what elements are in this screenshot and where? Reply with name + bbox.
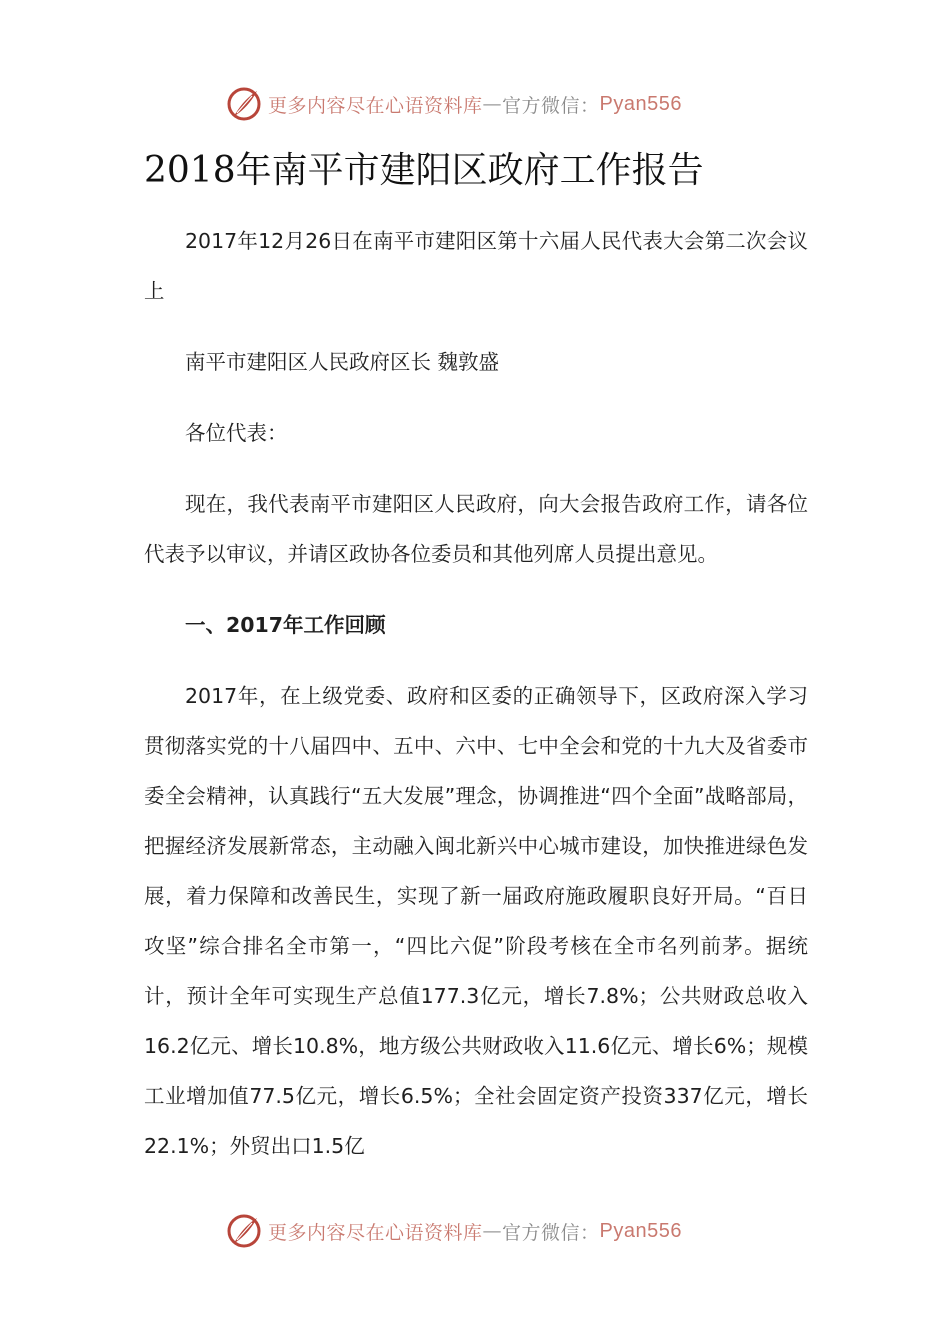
watermark-header [226, 84, 746, 124]
watermark-label: 官方微信： [502, 94, 600, 117]
review-paragraph: 2017年，在上级党委、政府和区委的正确领导下，区政府深入学习贯彻落实党的十八届四中、五中、六中、七中全会和党的十九大及省委市委全会精神，认真践行“五大发展”理念，协调推进“四个全面”战略部局，把握经济发展新常态，主动融入闽北新兴中心城市建设，加快推进绿色发展，着力保障和改善民生，实现了新一届政府施政履职良好开局。“百日攻坚”综合排名全市第一，“四比六促”阶段考核在全市名列前茅。据统计，预计全年可实现生产总值177.3亿元，增长7.8%；公共财政总收入16.2亿元、增长10.8%，地方级公共财政收入11.6亿元、增长6%；规模工业增加值77.5亿元，增长6.5%；全社会固定资产投资337亿元，增长22.1%；外贸出口1.5亿 [144, 684, 808, 1158]
speaker-paragraph: 南平市建阳区人民政府区长 魏敦盛 [185, 350, 500, 374]
watermark-dash: — [482, 93, 503, 115]
watermark-wechat-id: Pyan556 [599, 92, 682, 115]
watermark-label: 官方微信： [502, 1221, 600, 1244]
watermark-dash: — [482, 1220, 503, 1242]
watermark-footer [226, 1211, 746, 1251]
watermark-text: 更多内容尽在心语资料库 [268, 94, 483, 117]
section-heading: 一、2017年工作回顾 [185, 613, 386, 637]
quill-logo-icon [226, 1213, 262, 1249]
intro-paragraph: 现在，我代表南平市建阳区人民政府，向大会报告政府工作，请各位代表予以审议，并请区政协各位委员和其他列席人员提出意见。 [144, 492, 808, 566]
document-title: 2018年南平市建阳区政府工作报告 [144, 150, 704, 191]
meeting-info-paragraph: 2017年12月26日在南平市建阳区第十六届人民代表大会第二次会议上 [144, 229, 808, 303]
salutation-paragraph: 各位代表： [185, 421, 288, 445]
quill-logo-icon [226, 86, 262, 122]
document-body [144, 216, 808, 1192]
watermark-text: 更多内容尽在心语资料库 [268, 1221, 483, 1244]
watermark-wechat-id: Pyan556 [599, 1219, 682, 1242]
